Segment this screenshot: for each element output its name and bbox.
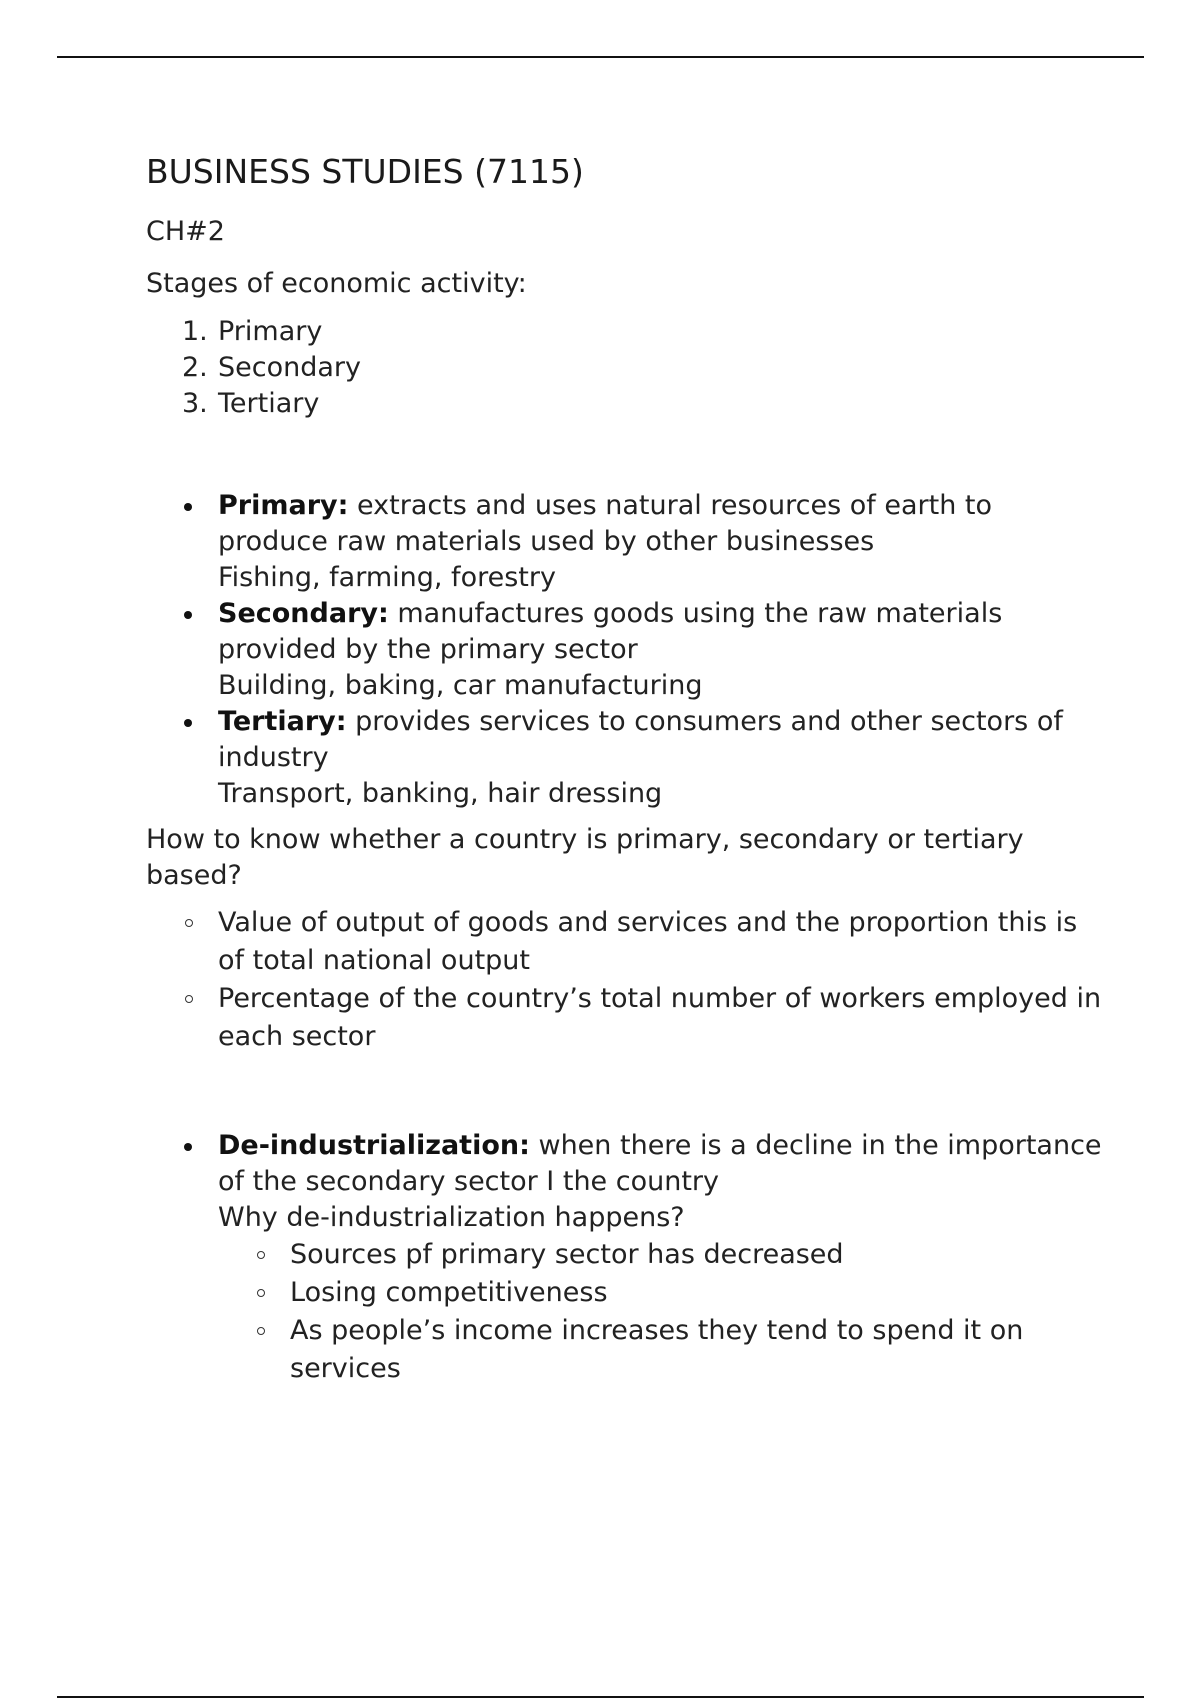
- document-body: [146, 140, 1106, 1388]
- reason-text: Sources pf primary sector has decreased: [290, 1239, 844, 1270]
- sector-term: Primary:: [218, 490, 349, 521]
- list-item: [146, 350, 1106, 386]
- bullet-icon: [184, 719, 192, 727]
- list-number: 1.: [182, 316, 208, 347]
- stages-list: [146, 314, 1106, 422]
- chapter-label: CH#2: [146, 216, 225, 247]
- sector-definition: manufactures goods using the raw materials provided by the primary sector: [218, 598, 1003, 665]
- question-text: How to know whether a country is primary, secondary or tertiary based?: [146, 824, 1024, 891]
- point-text: Value of output of goods and services and the proportion this is of total national output: [218, 907, 1078, 976]
- sector-definition: extracts and uses natural resources of earth to produce raw materials used by other businesses: [218, 490, 993, 557]
- deindustrialization-why: Why de-industrialization happens?: [218, 1202, 685, 1233]
- document-title: BUSINESS STUDIES (7115): [146, 152, 584, 191]
- sector-examples: Fishing, farming, forestry: [218, 562, 556, 593]
- bullet-icon: [184, 1143, 192, 1151]
- reasons-list: [218, 1236, 1106, 1388]
- deindustrialization-item: [146, 1128, 1106, 1388]
- list-item: [218, 1236, 1106, 1274]
- sector-item-primary: [146, 488, 1106, 596]
- list-item: [146, 314, 1106, 350]
- list-item: [218, 1312, 1106, 1388]
- list-item: [146, 904, 1106, 980]
- list-item: [146, 980, 1106, 1056]
- circle-bullet-icon: [257, 1251, 265, 1259]
- sector-definition: provides services to consumers and other sectors of industry: [218, 706, 1063, 773]
- circle-bullet-icon: [257, 1327, 265, 1335]
- list-item-label: Tertiary: [218, 388, 320, 419]
- bullet-icon: [184, 503, 192, 511]
- deindustrialization-term: De-industrialization:: [218, 1130, 530, 1161]
- sector-examples: Building, baking, car manufacturing: [218, 670, 703, 701]
- list-number: 2.: [182, 352, 208, 383]
- list-item: [218, 1274, 1106, 1312]
- stages-heading: Stages of economic activity:: [146, 268, 527, 299]
- list-item: [146, 386, 1106, 422]
- circle-bullet-icon: [185, 919, 193, 927]
- sector-item-tertiary: [146, 704, 1106, 812]
- reason-text: As people’s income increases they tend to spend it on services: [290, 1315, 1024, 1384]
- top-rule: [57, 56, 1144, 58]
- sector-item-secondary: [146, 596, 1106, 704]
- point-text: Percentage of the country’s total number of workers employed in each sector: [218, 983, 1102, 1052]
- sector-term: Secondary:: [218, 598, 389, 629]
- sector-definitions: [146, 488, 1106, 812]
- circle-bullet-icon: [185, 995, 193, 1003]
- bottom-rule: [57, 1696, 1144, 1698]
- sector-examples: Transport, banking, hair dressing: [218, 778, 663, 809]
- reason-text: Losing competitiveness: [290, 1277, 608, 1308]
- sector-term: Tertiary:: [218, 706, 347, 737]
- circle-bullet-icon: [257, 1289, 265, 1297]
- question-points: [146, 904, 1106, 1056]
- list-number: 3.: [182, 388, 208, 419]
- list-item-label: Primary: [218, 316, 323, 347]
- deindustrialization-definition: when there is a decline in the importance of the secondary sector I the country: [218, 1130, 1102, 1197]
- deindustrialization-section: [146, 1128, 1106, 1388]
- list-item-label: Secondary: [218, 352, 361, 383]
- bullet-icon: [184, 611, 192, 619]
